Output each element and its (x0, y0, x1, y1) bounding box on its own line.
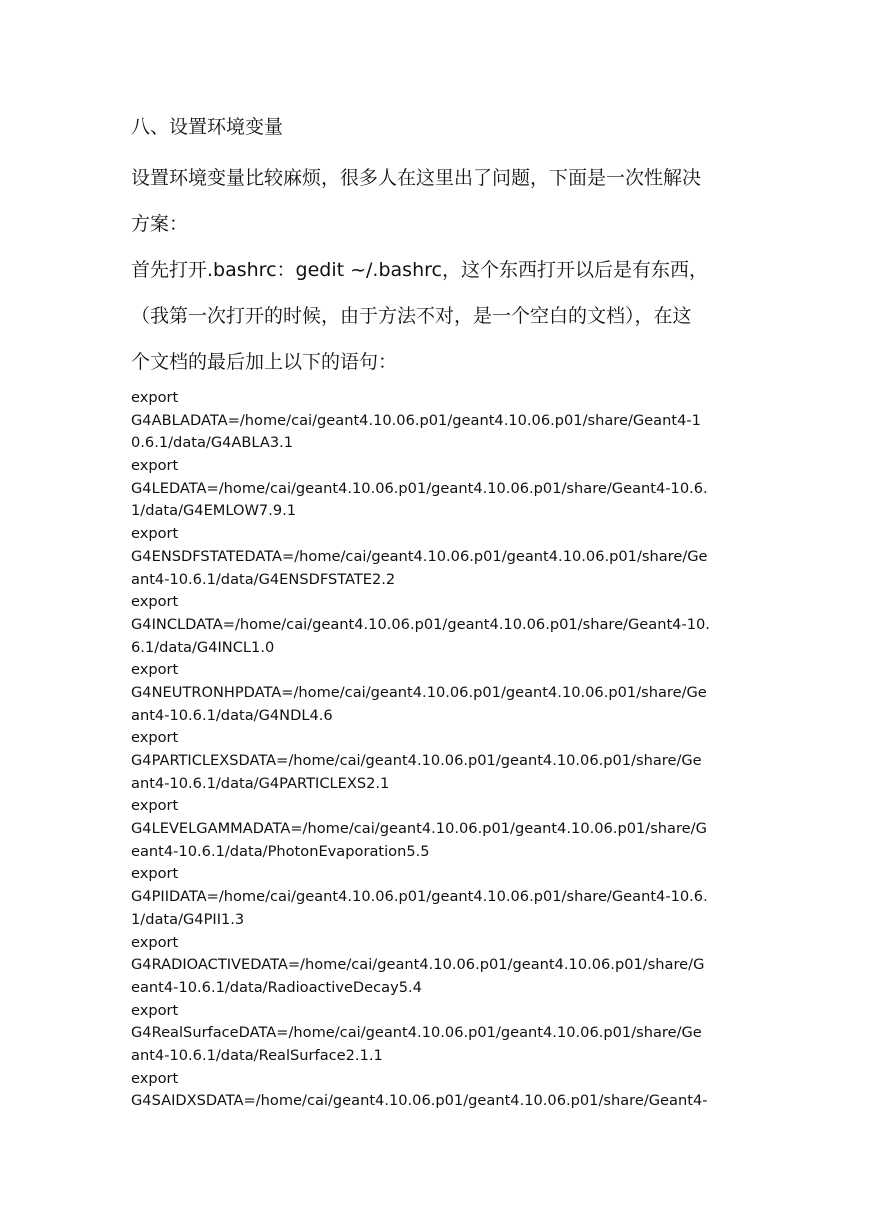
code-line: export (131, 593, 179, 611)
code-line: G4ABLADATA=/home/cai/geant4.10.06.p01/geant4.10.06.p01/share/Geant4-1 (131, 411, 701, 429)
code-line: eant4-10.6.1/data/RadioactiveDecay5.4 (131, 978, 422, 996)
code-line: 1/data/G4EMLOW7.9.1 (131, 502, 297, 520)
code-line: export (131, 457, 179, 475)
paragraph-line: 设置环境变量比较麻烦，很多人在这里出了问题，下面是一次性解决 (131, 167, 702, 189)
code-line: ant4-10.6.1/data/RealSurface2.1.1 (131, 1046, 383, 1064)
section-heading: 八、设置环境变量 (131, 116, 284, 138)
code-line: G4RealSurfaceDATA=/home/cai/geant4.10.06.p01/geant4.10.06.p01/share/Ge (131, 1024, 702, 1042)
code-line: G4LEVELGAMMADATA=/home/cai/geant4.10.06.p01/geant4.10.06.p01/share/G (131, 820, 707, 838)
code-line: 0.6.1/data/G4ABLA3.1 (131, 434, 294, 452)
code-line: ant4-10.6.1/data/G4PARTICLEXS2.1 (131, 774, 390, 792)
code-line: ant4-10.6.1/data/G4NDL4.6 (131, 706, 333, 724)
code-line: export (131, 1001, 179, 1019)
code-line: G4PIIDATA=/home/cai/geant4.10.06.p01/geant4.10.06.p01/share/Geant4-10.6. (131, 888, 708, 906)
code-line: export (131, 933, 179, 951)
document-page (131, 108, 751, 1113)
paragraph-line: 个文档的最后加上以下的语句： (131, 351, 398, 373)
code-line: export (131, 661, 179, 679)
code-line: ant4-10.6.1/data/G4ENSDFSTATE2.2 (131, 570, 396, 588)
code-line: export (131, 1069, 179, 1087)
code-line: 6.1/data/G4INCL1.0 (131, 638, 275, 656)
code-line: G4ENSDFSTATEDATA=/home/cai/geant4.10.06.p01/geant4.10.06.p01/share/Ge (131, 547, 708, 565)
code-line: G4INCLDATA=/home/cai/geant4.10.06.p01/geant4.10.06.p01/share/Geant4-10. (131, 615, 710, 633)
code-line: G4SAIDXSDATA=/home/cai/geant4.10.06.p01/geant4.10.06.p01/share/Geant4- (131, 1092, 708, 1110)
code-line: G4NEUTRONHPDATA=/home/cai/geant4.10.06.p01/geant4.10.06.p01/share/Ge (131, 683, 707, 701)
code-line: 1/data/G4PII1.3 (131, 910, 245, 928)
code-line: G4LEDATA=/home/cai/geant4.10.06.p01/geant4.10.06.p01/share/Geant4-10.6. (131, 479, 708, 497)
code-line: export (131, 525, 179, 543)
code-line: export (131, 797, 179, 815)
code-line: G4RADIOACTIVEDATA=/home/cai/geant4.10.06.p01/geant4.10.06.p01/share/G (131, 956, 705, 974)
code-line: export (131, 865, 179, 883)
code-block (131, 387, 751, 1113)
code-line: G4PARTICLEXSDATA=/home/cai/geant4.10.06.p01/geant4.10.06.p01/share/Ge (131, 752, 702, 769)
code-line: export (131, 729, 179, 747)
paragraph-line: 首先打开.bashrc：gedit ~/.bashrc，这个东西打开以后是有东西， (131, 259, 708, 281)
paragraph-line: 方案： (131, 213, 189, 235)
paragraph-line: （我第一次打开的时候，由于方法不对，是一个空白的文档），在这 (131, 305, 692, 327)
code-line: eant4-10.6.1/data/PhotonEvaporation5.5 (131, 842, 430, 860)
code-line: export (131, 389, 179, 406)
